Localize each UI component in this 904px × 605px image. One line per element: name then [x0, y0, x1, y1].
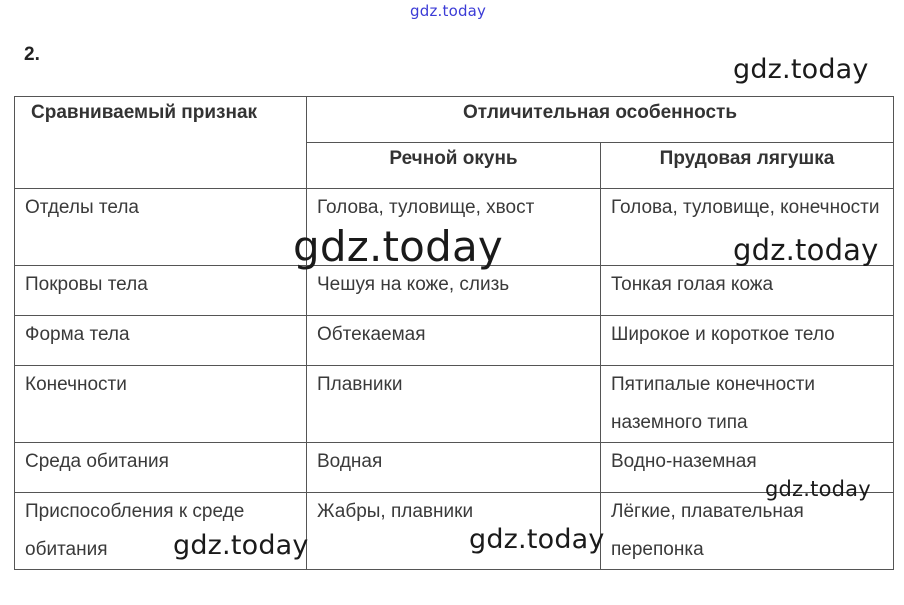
- cell-feature: Форма тела: [15, 316, 307, 366]
- cell-feature: Приспособления к среде обитания: [15, 493, 307, 570]
- watermark: gdz.today: [469, 524, 605, 555]
- task-number: 2.: [24, 44, 40, 65]
- watermark-top: gdz.today: [410, 2, 487, 20]
- cell-feature: Среда обитания: [15, 443, 307, 493]
- table-row: [15, 366, 894, 443]
- cell-frog: Голова, туловище, конечности: [601, 189, 894, 266]
- watermark: gdz.today: [765, 477, 871, 501]
- cell-feature: Отделы тела: [15, 189, 307, 266]
- header-perch: Речной окунь: [307, 143, 601, 189]
- watermark: gdz.today: [733, 54, 869, 85]
- header-frog: Прудовая лягушка: [601, 143, 894, 189]
- cell-perch: Плавники: [307, 366, 601, 443]
- comparison-table: [14, 96, 894, 570]
- cell-feature: Конечности: [15, 366, 307, 443]
- cell-feature: Покровы тела: [15, 266, 307, 316]
- cell-perch: Водная: [307, 443, 601, 493]
- cell-frog: Водно-наземная: [601, 443, 894, 493]
- table-row: [15, 266, 894, 316]
- table-row: [15, 493, 894, 570]
- header-feature: Сравниваемый признак: [15, 97, 307, 189]
- watermark: gdz.today: [733, 233, 879, 267]
- watermark: gdz.today: [173, 530, 309, 561]
- table-row: [15, 316, 894, 366]
- cell-perch: Голова, туловище, хвост: [307, 189, 601, 266]
- cell-frog: Широкое и короткое тело: [601, 316, 894, 366]
- header-distinctive: Отличительная особенность: [307, 97, 894, 143]
- cell-frog: Пятипалые конечности наземного типа: [601, 366, 894, 443]
- cell-frog: Лёгкие, плавательная перепонка: [601, 493, 894, 570]
- cell-frog: Тонкая голая кожа: [601, 266, 894, 316]
- cell-perch: Чешуя на коже, слизь: [307, 266, 601, 316]
- cell-perch: Обтекаемая: [307, 316, 601, 366]
- watermark: gdz.today: [293, 222, 503, 271]
- cell-perch: Жабры, плавники: [307, 493, 601, 570]
- table-row: [15, 443, 894, 493]
